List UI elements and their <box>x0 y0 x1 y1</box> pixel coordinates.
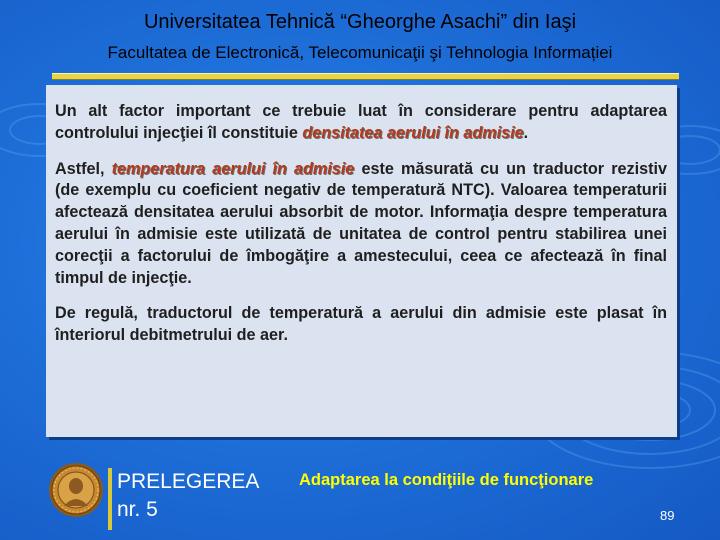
paragraph-2-start: Astfel, <box>55 159 112 178</box>
lecture-number: nr. 5 <box>117 498 158 521</box>
lecture-label <box>117 468 259 524</box>
highlight-air-density: densitatea aerului în admisie <box>302 123 524 142</box>
faculty-subtitle: Facultatea de Electronică, Telecomunicaţii şi Tehnologia Informației <box>107 43 613 62</box>
highlight-air-temperature: temperatura aerului în admisie <box>111 159 355 178</box>
paragraph-1-text: Un alt factor important ce trebuie luat în considerare pentru adaptarea controlului injecţiei îl constituie <box>55 102 667 142</box>
lecture-title: Adaptarea la condiţiile de funcţionare <box>299 471 594 489</box>
university-title: Universitatea Tehnică “Gheorghe Asachi” din Iaşi <box>143 11 577 33</box>
paragraph-2-text: este măsurată cu un traductor rezistiv (de exemplu cu coeficient negativ de temperatură NTC). Valoarea temperaturii afectează densitatea aerului absorbit de motor. Informaţia despre temperatura aerului în admisie este utilizată de unitatea de control pentru stabilirea unei corecţii a factorului de îmbogăţire a amestecului, ceea ce afectează în final timpul de injecţie. <box>55 159 667 287</box>
paragraph-1-end: . <box>523 123 529 142</box>
lecture-label-text: PRELEGEREA <box>117 470 260 493</box>
page-number: 89 <box>660 508 675 523</box>
university-medal-logo <box>48 462 104 518</box>
paragraph-2 <box>55 159 667 290</box>
footer-divider <box>108 468 112 530</box>
paragraph-3: De regulă, traductorul de temperatură a aerului din admisie este plasat în înteriorul debitmetrului de aer. <box>55 304 667 345</box>
header-divider <box>52 73 679 80</box>
paragraph-1 <box>55 101 667 145</box>
content-box <box>46 85 677 437</box>
